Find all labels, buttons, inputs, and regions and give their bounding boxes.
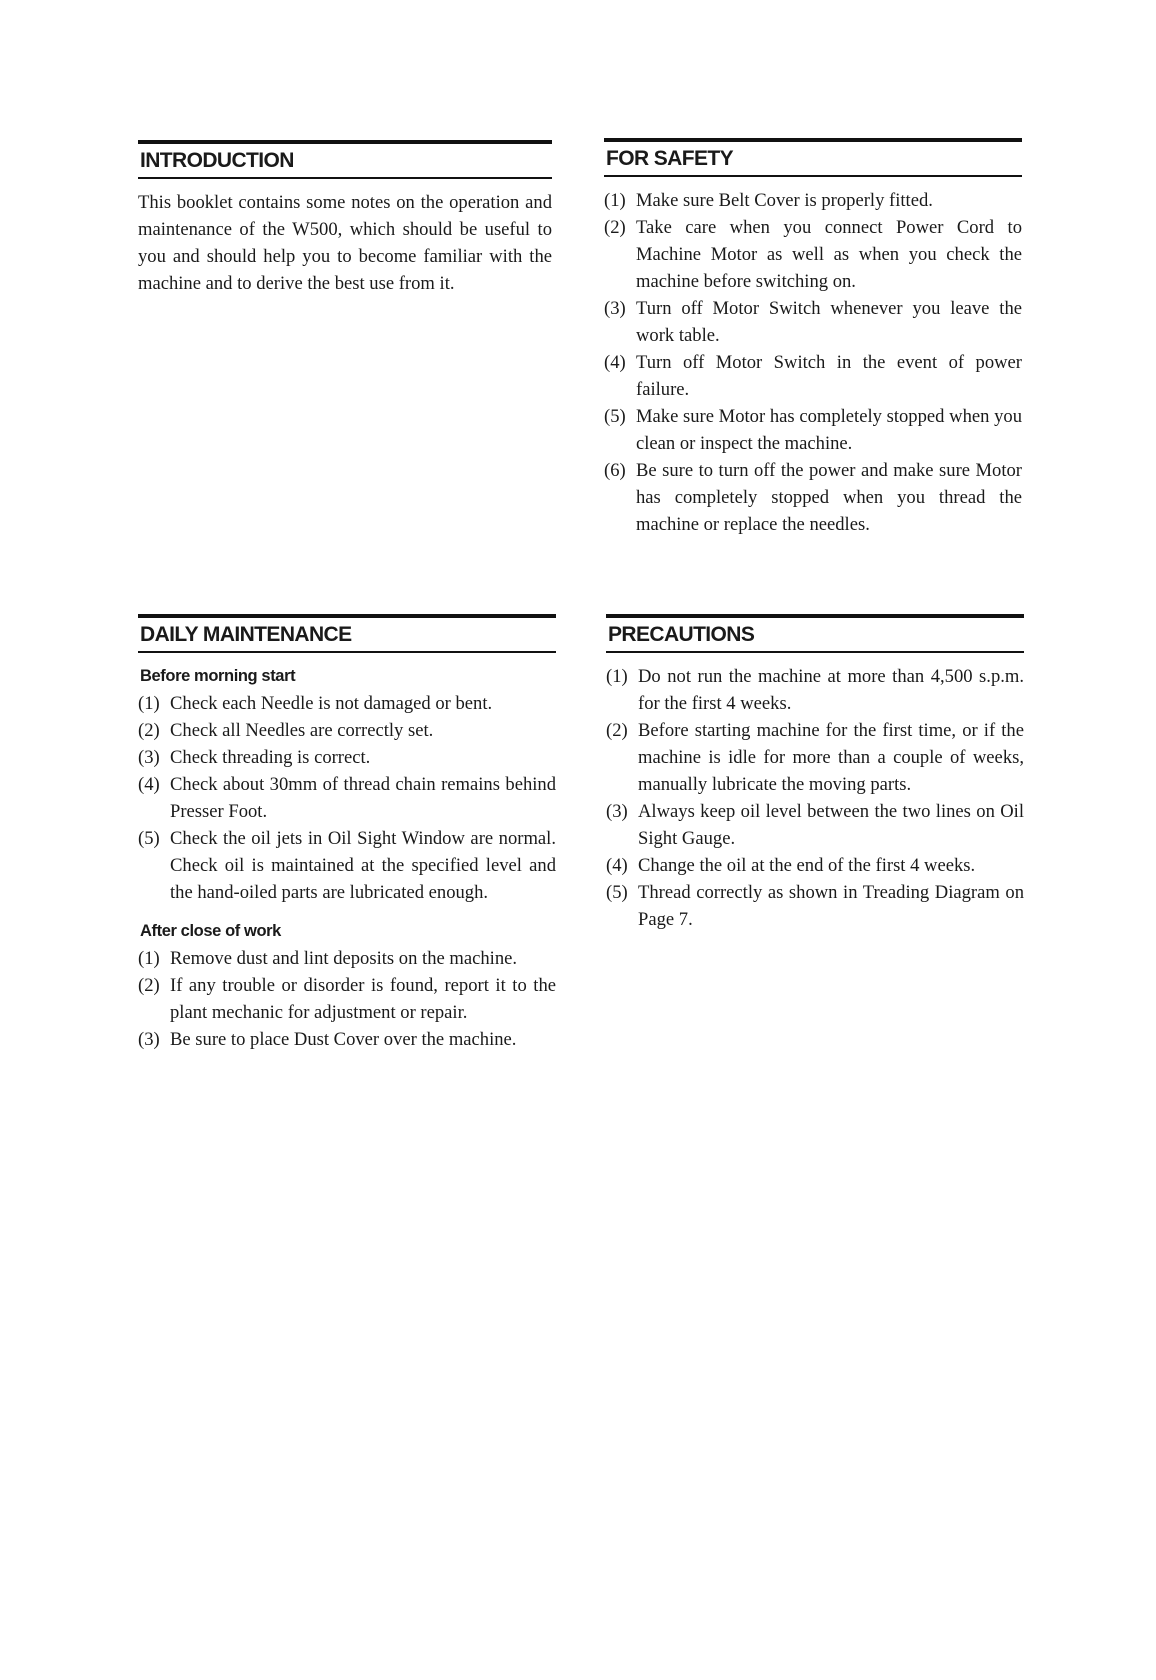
precautions-list — [606, 663, 1024, 933]
introduction-section — [138, 140, 552, 297]
item-text: Do not run the machine at more than 4,500 s.p.m. for the first 4 weeks. — [638, 666, 1024, 714]
item-number: (2) — [138, 975, 160, 996]
precautions-section — [606, 614, 1024, 933]
list-item — [138, 1026, 556, 1053]
item-text: Be sure to place Dust Cover over the machine. — [170, 1029, 517, 1050]
list-item — [606, 879, 1024, 933]
daily-maintenance-heading: DAILY MAINTENANCE — [140, 623, 352, 646]
item-number: (1) — [138, 948, 160, 969]
item-text: Before starting machine for the first time, or if the machine is idle for more than a couple of weeks, manually lubricate the moving parts. — [638, 720, 1024, 795]
list-item — [138, 717, 556, 744]
item-number: (1) — [604, 190, 626, 211]
item-number: (3) — [138, 1029, 160, 1050]
item-number: (2) — [138, 720, 160, 741]
introduction-heading: INTRODUCTION — [140, 149, 294, 172]
list-item — [604, 295, 1022, 349]
item-number: (1) — [606, 666, 628, 687]
item-number: (4) — [604, 352, 626, 373]
list-item — [138, 825, 556, 906]
item-text: Check about 30mm of thread chain remains behind Presser Foot. — [170, 774, 556, 822]
item-number: (4) — [138, 774, 160, 795]
item-number: (4) — [606, 855, 628, 876]
item-text: Check the oil jets in Oil Sight Window are normal. Check oil is maintained at the specified level and the hand-oiled parts are lubricated enough. — [170, 828, 556, 903]
item-text: Remove dust and lint deposits on the machine. — [170, 948, 518, 969]
item-text: Check all Needles are correctly set. — [170, 720, 434, 741]
item-number: (3) — [606, 801, 628, 822]
list-item — [606, 717, 1024, 798]
before-morning-start-subheading: Before morning start — [140, 667, 296, 685]
introduction-text: This booklet contains some notes on the operation and maintenance of the W500, which should be useful to you and should help you to become familiar with the machine and to derive the best use from it. — [138, 192, 552, 294]
item-text: If any trouble or disorder is found, report it to the plant mechanic for adjustment or repair. — [170, 975, 556, 1023]
after-close-of-work-list — [138, 945, 556, 1053]
daily-maintenance-section — [138, 614, 556, 1053]
item-text: Make sure Motor has completely stopped when you clean or inspect the machine. — [636, 406, 1022, 454]
list-item — [138, 744, 556, 771]
for-safety-heading: FOR SAFETY — [606, 147, 734, 170]
for-safety-section — [604, 138, 1022, 538]
list-item — [138, 972, 556, 1026]
item-number: (3) — [604, 298, 626, 319]
list-item — [606, 798, 1024, 852]
item-text: Turn off Motor Switch in the event of power failure. — [636, 352, 1022, 400]
daily-maintenance-heading-block — [138, 614, 556, 653]
list-item — [606, 852, 1024, 879]
item-text: Always keep oil level between the two lines on Oil Sight Gauge. — [638, 801, 1024, 849]
before-morning-start-list — [138, 690, 556, 906]
introduction-heading-block — [138, 140, 552, 179]
item-text: Turn off Motor Switch whenever you leave the work table. — [636, 298, 1022, 346]
item-text: Be sure to turn off the power and make sure Motor has completely stopped when you thread the machine or replace the needles. — [636, 460, 1022, 535]
list-item — [604, 457, 1022, 538]
item-number: (5) — [138, 828, 160, 849]
for-safety-heading-block — [604, 138, 1022, 177]
item-number: (2) — [604, 217, 626, 238]
item-text: Check each Needle is not damaged or bent. — [170, 693, 493, 714]
list-item — [604, 349, 1022, 403]
list-item — [138, 771, 556, 825]
item-number: (2) — [606, 720, 628, 741]
list-item — [604, 403, 1022, 457]
list-item — [138, 945, 556, 972]
item-text: Check threading is correct. — [170, 747, 371, 768]
item-text: Make sure Belt Cover is properly fitted. — [636, 190, 933, 211]
for-safety-list — [604, 187, 1022, 538]
list-item — [606, 663, 1024, 717]
item-number: (5) — [604, 406, 626, 427]
item-number: (5) — [606, 882, 628, 903]
item-text: Take care when you connect Power Cord to Machine Motor as well as when you check the machine before switching on. — [636, 217, 1022, 292]
item-number: (3) — [138, 747, 160, 768]
item-number: (6) — [604, 460, 626, 481]
item-text: Change the oil at the end of the first 4 weeks. — [638, 855, 976, 876]
precautions-heading-block — [606, 614, 1024, 653]
after-close-of-work-subheading: After close of work — [140, 922, 281, 940]
list-item — [138, 690, 556, 717]
list-item — [604, 214, 1022, 295]
item-text: Thread correctly as shown in Treading Diagram on Page 7. — [638, 882, 1024, 930]
precautions-heading: PRECAUTIONS — [608, 623, 755, 646]
item-number: (1) — [138, 693, 160, 714]
list-item — [604, 187, 1022, 214]
